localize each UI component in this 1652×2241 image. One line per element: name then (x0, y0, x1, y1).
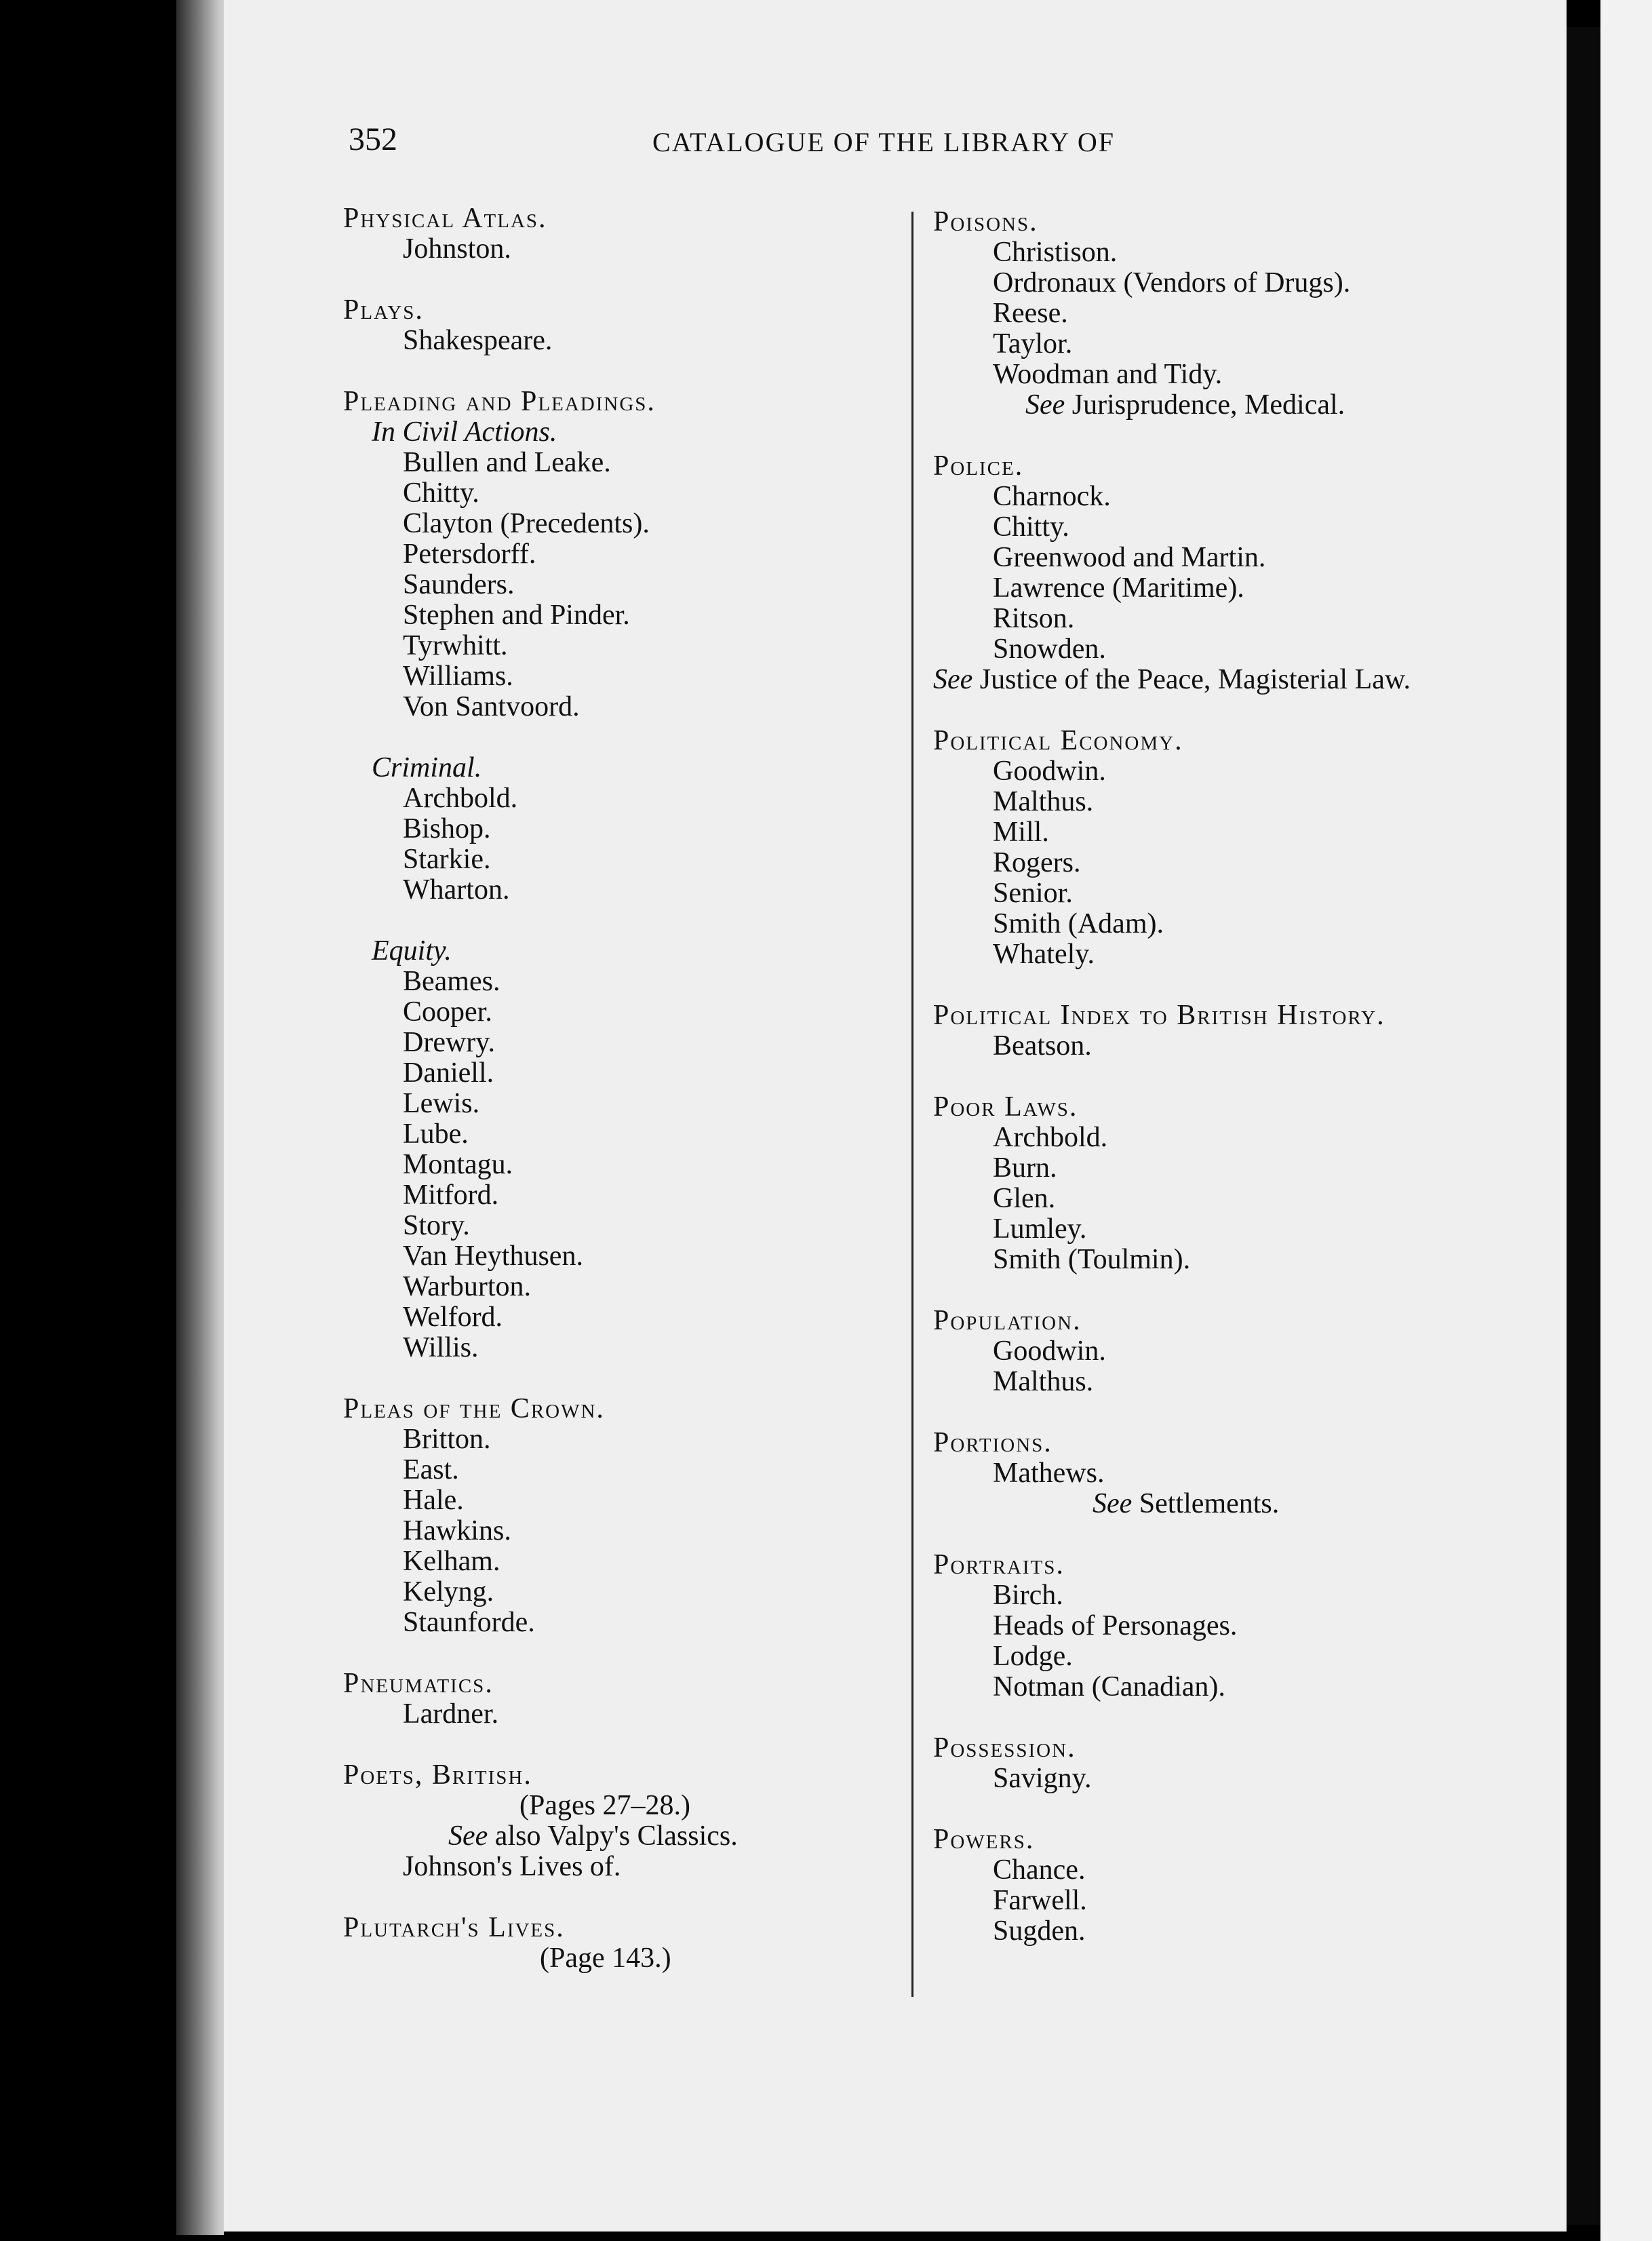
see-reference (1025, 390, 1543, 421)
entry-heading: Plutarch's Lives. (343, 1912, 565, 1943)
entry-item: Lewis. (403, 1088, 480, 1119)
entry-powers (933, 1825, 1543, 1947)
entry-item: Saunders. (403, 569, 515, 600)
entry-physical-atlas (343, 203, 899, 265)
entry-item: Birch. (993, 1580, 1063, 1611)
subheading-equity: Equity. (372, 935, 452, 967)
see-target: also Valpy's Classics. (494, 1820, 738, 1852)
entry-item: Christison. (993, 237, 1118, 268)
entry-political-economy (933, 726, 1543, 970)
entry-heading: Population. (933, 1305, 1082, 1336)
entry-portraits (933, 1550, 1543, 1702)
entry-item: Heads of Personages. (993, 1610, 1238, 1641)
entry-item: Starkie. (403, 844, 491, 875)
entry-item: Archbold. (403, 783, 518, 814)
see-target: Justice of the Peace, Magisterial Law. (979, 664, 1411, 695)
entry-item: Hawkins. (403, 1515, 511, 1546)
see-word: See (1093, 1488, 1133, 1519)
entry-heading: Plays. (343, 294, 424, 326)
entry-heading: Pleas of the Crown. (343, 1393, 605, 1424)
see-target: Settlements. (1139, 1488, 1280, 1519)
entry-item: Clayton (Precedents). (403, 508, 650, 539)
entry-heading: Police. (933, 450, 1024, 482)
page-reference: (Pages 27–28.) (519, 1790, 690, 1821)
entry-item: Lawrence (Maritime). (993, 572, 1244, 604)
entry-population (933, 1306, 1543, 1397)
page-reference: (Page 143.) (540, 1943, 671, 1974)
entry-item: Lube. (403, 1118, 469, 1150)
entry-item: Drewry. (403, 1027, 496, 1058)
entry-police (933, 451, 1543, 695)
entry-item: East. (403, 1454, 459, 1485)
entry-poor-laws (933, 1092, 1543, 1275)
subheading-civil: In Civil Actions. (372, 416, 557, 448)
next-page-edge (1567, 27, 1600, 2225)
next-page-margin (1600, 0, 1652, 2241)
entry-heading: Poets, British. (343, 1759, 532, 1791)
entry-item: Story. (403, 1210, 470, 1241)
entry-item: Lardner. (403, 1698, 499, 1730)
entry-item: Goodwin. (993, 756, 1106, 787)
entry-item: Von Santvoord. (403, 691, 580, 722)
entry-item: Sugden. (993, 1915, 1086, 1947)
entry-item: Kelham. (403, 1546, 500, 1577)
entry-item: Snowden. (993, 634, 1106, 665)
entry-item: Farwell. (993, 1885, 1087, 1916)
see-target: Jurisprudence, Medical. (1071, 389, 1345, 421)
entry-item: Malthus. (993, 786, 1094, 817)
entry-item: Staunforde. (403, 1607, 535, 1638)
entry-item: Britton. (403, 1424, 491, 1455)
entry-item: Willis. (403, 1332, 479, 1363)
left-column (343, 203, 899, 1974)
see-word: See (1025, 389, 1065, 421)
entry-item: Bullen and Leake. (403, 447, 611, 478)
entry-item: Notman (Canadian). (993, 1671, 1225, 1702)
entry-pleading (343, 387, 899, 1363)
entry-poets-british (343, 1760, 899, 1882)
entry-item: Chance. (993, 1854, 1086, 1886)
entry-item: Warburton. (403, 1271, 532, 1302)
entry-item: Van Heythusen. (403, 1241, 583, 1272)
entry-item: Johnston. (403, 233, 511, 265)
entry-item: Kelyng. (403, 1576, 494, 1607)
entry-item: Chitty. (993, 511, 1069, 543)
page-number: 352 (349, 121, 397, 157)
entry-heading: Pleading and Pleadings. (343, 386, 656, 417)
entry-pneumatics (343, 1669, 899, 1730)
entry-heading: Political Index to British History. (933, 1000, 1385, 1031)
entry-item: Greenwood and Martin. (993, 542, 1266, 573)
entry-item: Cooper. (403, 996, 492, 1028)
entry-item: Johnson's Lives of. (403, 1851, 621, 1882)
entry-item: Petersdorff. (403, 539, 536, 570)
entry-item: Beatson. (993, 1030, 1092, 1061)
entry-item: Smith (Toulmin). (993, 1244, 1191, 1275)
entry-heading: Portions. (933, 1427, 1053, 1458)
entry-item: Hale. (403, 1485, 464, 1516)
entry-item: Ordronaux (Vendors of Drugs). (993, 267, 1351, 298)
entry-item: Savigny. (993, 1763, 1092, 1794)
entry-item: Welford. (403, 1302, 503, 1333)
entry-item: Charnock. (993, 481, 1111, 512)
entry-item: Glen. (993, 1183, 1056, 1214)
entry-item: Williams. (403, 661, 513, 692)
entry-item: Shakespeare. (403, 325, 553, 356)
entry-item: Senior. (993, 878, 1073, 909)
entry-item: Woodman and Tidy. (993, 359, 1223, 390)
entry-item: Smith (Adam). (993, 908, 1164, 939)
entry-item: Mitford. (403, 1180, 499, 1211)
entry-item: Burn. (993, 1152, 1057, 1184)
entry-item: Tyrwhitt. (403, 630, 508, 661)
see-reference (448, 1821, 899, 1852)
entry-item: Ritson. (993, 603, 1075, 634)
entry-poisons (933, 207, 1543, 421)
entry-heading: Portraits. (933, 1549, 1065, 1580)
page-header (0, 121, 1652, 161)
entry-item: Archbold. (993, 1122, 1108, 1153)
see-word: See (933, 664, 973, 695)
entry-heading: Pneumatics. (343, 1668, 494, 1699)
entry-plays (343, 295, 899, 356)
entry-plutarch (343, 1913, 899, 1974)
entry-item: Bishop. (403, 813, 491, 844)
entry-heading: Poor Laws. (933, 1091, 1078, 1123)
running-title: CATALOGUE OF THE LIBRARY OF (652, 127, 1115, 157)
entry-heading: Possession. (933, 1732, 1076, 1763)
right-column (933, 207, 1543, 1947)
see-word: See (448, 1820, 488, 1852)
entry-item: Whately. (993, 939, 1095, 970)
entry-item: Mill. (993, 817, 1049, 848)
entry-heading: Political Economy. (933, 725, 1183, 756)
entry-pleas-of-the-crown (343, 1394, 899, 1638)
entry-item: Beames. (403, 966, 500, 997)
entry-item: Stephen and Pinder. (403, 600, 630, 631)
entry-item: Chitty. (403, 478, 479, 509)
entry-item: Mathews. (993, 1458, 1105, 1489)
entry-political-index (933, 1000, 1543, 1061)
entry-heading: Physical Atlas. (343, 203, 547, 234)
entry-item: Malthus. (993, 1366, 1094, 1397)
entry-item: Wharton. (403, 874, 510, 905)
page-bottom-edge (224, 2232, 1567, 2241)
entry-item: Taylor. (993, 328, 1073, 359)
see-reference (1093, 1489, 1543, 1519)
entry-heading: Powers. (933, 1824, 1035, 1855)
entry-item: Lodge. (993, 1641, 1073, 1672)
entry-item: Reese. (993, 298, 1068, 329)
entry-heading: Poisons. (933, 206, 1038, 237)
column-divider (911, 212, 913, 1997)
entry-possession (933, 1733, 1543, 1794)
entry-portions (933, 1428, 1543, 1519)
entry-item: Rogers. (993, 847, 1081, 878)
subheading-criminal: Criminal. (372, 752, 482, 783)
entry-item: Montagu. (403, 1149, 513, 1180)
entry-item: Goodwin. (993, 1336, 1106, 1367)
see-reference (933, 665, 1543, 695)
entry-item: Lumley. (993, 1213, 1087, 1245)
entry-item: Daniell. (403, 1057, 494, 1089)
